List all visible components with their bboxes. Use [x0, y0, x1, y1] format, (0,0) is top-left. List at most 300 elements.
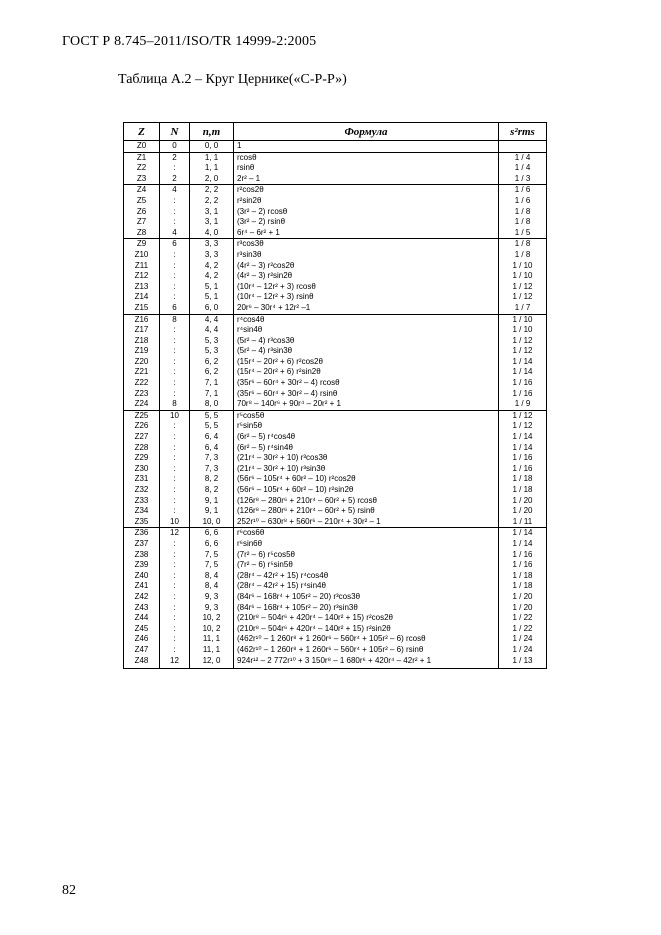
- cell-z: Z36: [124, 528, 160, 539]
- cell-z: Z10: [124, 250, 160, 261]
- cell-nm: 6, 4: [190, 443, 234, 454]
- table-row: [124, 485, 547, 496]
- cell-n: :: [160, 196, 190, 207]
- cell-n: 0: [160, 141, 190, 153]
- cell-srms: 1 / 14: [499, 539, 547, 550]
- table-row: [124, 421, 547, 432]
- cell-z: Z35: [124, 517, 160, 528]
- cell-formula: (3r² – 2) rcosθ: [234, 207, 499, 218]
- cell-nm: 7, 5: [190, 560, 234, 571]
- table-row: [124, 528, 547, 539]
- cell-formula: (4r² – 3) r²sin2θ: [234, 271, 499, 282]
- table-row: [124, 592, 547, 603]
- cell-n: 4: [160, 228, 190, 239]
- cell-n: :: [160, 325, 190, 336]
- cell-z: Z17: [124, 325, 160, 336]
- cell-nm: 8, 0: [190, 399, 234, 410]
- cell-formula: r⁴cos4θ: [234, 314, 499, 325]
- cell-z: Z46: [124, 634, 160, 645]
- cell-n: :: [160, 421, 190, 432]
- cell-srms: 1 / 12: [499, 282, 547, 293]
- cell-srms: 1 / 12: [499, 421, 547, 432]
- cell-formula: r⁶sin6θ: [234, 539, 499, 550]
- cell-n: :: [160, 336, 190, 347]
- cell-n: :: [160, 207, 190, 218]
- cell-formula: r⁶cos6θ: [234, 528, 499, 539]
- cell-n: :: [160, 217, 190, 228]
- cell-z: Z32: [124, 485, 160, 496]
- cell-n: :: [160, 474, 190, 485]
- cell-n: :: [160, 261, 190, 272]
- cell-srms: 1 / 18: [499, 474, 547, 485]
- cell-z: Z15: [124, 303, 160, 314]
- table-row: [124, 196, 547, 207]
- cell-nm: 10, 2: [190, 624, 234, 635]
- cell-srms: 1 / 22: [499, 624, 547, 635]
- cell-formula: 1: [234, 141, 499, 153]
- cell-srms: 1 / 14: [499, 357, 547, 368]
- cell-z: Z12: [124, 271, 160, 282]
- table-row: [124, 217, 547, 228]
- cell-formula: r³sin3θ: [234, 250, 499, 261]
- cell-formula: (15r⁴ – 20r² + 6) r²cos2θ: [234, 357, 499, 368]
- cell-n: :: [160, 571, 190, 582]
- cell-z: Z43: [124, 603, 160, 614]
- cell-nm: 9, 3: [190, 603, 234, 614]
- cell-formula: r²cos2θ: [234, 185, 499, 196]
- cell-n: :: [160, 506, 190, 517]
- cell-formula: (210r⁸ – 504r⁶ + 420r⁴ – 140r² + 15) r²sin2θ: [234, 624, 499, 635]
- table-row: [124, 613, 547, 624]
- cell-n: :: [160, 271, 190, 282]
- cell-n: 6: [160, 239, 190, 250]
- cell-nm: 6, 6: [190, 539, 234, 550]
- cell-z: Z40: [124, 571, 160, 582]
- cell-n: :: [160, 282, 190, 293]
- table-row: [124, 656, 547, 669]
- cell-srms: 1 / 12: [499, 346, 547, 357]
- column-header-nm: n,m: [190, 123, 234, 141]
- cell-n: :: [160, 163, 190, 174]
- cell-nm: 10, 2: [190, 613, 234, 624]
- cell-z: Z13: [124, 282, 160, 293]
- cell-srms: 1 / 7: [499, 303, 547, 314]
- table-row: [124, 443, 547, 454]
- cell-nm: 6, 4: [190, 432, 234, 443]
- cell-formula: r⁵cos5θ: [234, 410, 499, 421]
- cell-z: Z39: [124, 560, 160, 571]
- table-row: [124, 645, 547, 656]
- cell-z: Z18: [124, 336, 160, 347]
- cell-formula: (210r⁸ – 504r⁶ + 420r⁴ – 140r² + 15) r²cos2θ: [234, 613, 499, 624]
- cell-srms: 1 / 24: [499, 634, 547, 645]
- table-row: [124, 163, 547, 174]
- cell-formula: 924r¹² – 2 772r¹⁰ + 3 150r⁸ – 1 680r⁶ + 420r⁴ – 42r² + 1: [234, 656, 499, 669]
- cell-formula: (462r¹⁰ – 1 260r⁸ + 1 260r⁶ – 560r⁴ + 105r² – 6) rsinθ: [234, 645, 499, 656]
- cell-z: Z0: [124, 141, 160, 153]
- cell-z: Z25: [124, 410, 160, 421]
- table-body: [124, 141, 547, 669]
- cell-srms: 1 / 18: [499, 581, 547, 592]
- cell-formula: (4r² – 3) r²cos2θ: [234, 261, 499, 272]
- cell-formula: (7r² – 6) r⁵sin5θ: [234, 560, 499, 571]
- cell-formula: (21r⁴ – 30r² + 10) r³cos3θ: [234, 453, 499, 464]
- cell-n: :: [160, 496, 190, 507]
- cell-srms: 1 / 18: [499, 485, 547, 496]
- table-row: [124, 261, 547, 272]
- cell-formula: 6r⁴ – 6r² + 1: [234, 228, 499, 239]
- table-row: [124, 185, 547, 196]
- cell-formula: (5r² – 4) r³sin3θ: [234, 346, 499, 357]
- table-row: [124, 560, 547, 571]
- cell-z: Z44: [124, 613, 160, 624]
- cell-nm: 5, 1: [190, 282, 234, 293]
- cell-nm: 11, 1: [190, 634, 234, 645]
- cell-z: Z5: [124, 196, 160, 207]
- cell-nm: 8, 2: [190, 485, 234, 496]
- page-number: 82: [62, 883, 76, 898]
- cell-formula: rcosθ: [234, 152, 499, 163]
- cell-formula: (10r⁴ – 12r² + 3) rsinθ: [234, 292, 499, 303]
- table-row: [124, 453, 547, 464]
- table-header-row: [124, 123, 547, 141]
- table-row: [124, 325, 547, 336]
- cell-srms: 1 / 6: [499, 196, 547, 207]
- cell-srms: 1 / 20: [499, 603, 547, 614]
- cell-srms: 1 / 5: [499, 228, 547, 239]
- cell-z: Z8: [124, 228, 160, 239]
- cell-z: Z7: [124, 217, 160, 228]
- cell-n: :: [160, 292, 190, 303]
- cell-nm: 10, 0: [190, 517, 234, 528]
- cell-formula: 252r¹⁰ – 630r⁸ + 560r⁶ – 210r⁴ + 30r² – 1: [234, 517, 499, 528]
- cell-srms: 1 / 16: [499, 560, 547, 571]
- cell-z: Z3: [124, 174, 160, 185]
- cell-srms: [499, 141, 547, 153]
- cell-formula: 20r⁶ – 30r⁴ + 12r² –1: [234, 303, 499, 314]
- cell-nm: 7, 5: [190, 550, 234, 561]
- table-row: [124, 250, 547, 261]
- table-row: [124, 346, 547, 357]
- table-row: [124, 571, 547, 582]
- cell-z: Z45: [124, 624, 160, 635]
- cell-formula: 2r² – 1: [234, 174, 499, 185]
- cell-n: 12: [160, 656, 190, 669]
- table-row: [124, 292, 547, 303]
- cell-formula: (28r⁴ – 42r² + 15) r⁴cos4θ: [234, 571, 499, 582]
- cell-srms: 1 / 14: [499, 528, 547, 539]
- cell-z: Z16: [124, 314, 160, 325]
- cell-nm: 5, 5: [190, 421, 234, 432]
- cell-z: Z48: [124, 656, 160, 669]
- cell-n: :: [160, 453, 190, 464]
- cell-formula: (21r⁴ – 30r² + 10) r³sin3θ: [234, 464, 499, 475]
- cell-nm: 8, 4: [190, 571, 234, 582]
- cell-srms: 1 / 18: [499, 571, 547, 582]
- cell-nm: 5, 5: [190, 410, 234, 421]
- cell-n: :: [160, 645, 190, 656]
- cell-srms: 1 / 13: [499, 656, 547, 669]
- cell-nm: 7, 1: [190, 378, 234, 389]
- table-caption: Таблица А.2 – Круг Цернике(«С-Р-Р»): [118, 72, 347, 87]
- cell-nm: 6, 2: [190, 367, 234, 378]
- cell-z: Z14: [124, 292, 160, 303]
- cell-z: Z38: [124, 550, 160, 561]
- cell-srms: 1 / 16: [499, 550, 547, 561]
- cell-n: :: [160, 378, 190, 389]
- cell-nm: 1, 1: [190, 152, 234, 163]
- table-row: [124, 550, 547, 561]
- cell-n: :: [160, 581, 190, 592]
- table-row: [124, 207, 547, 218]
- cell-nm: 8, 4: [190, 581, 234, 592]
- zernike-table: [123, 122, 547, 669]
- cell-n: 12: [160, 528, 190, 539]
- cell-n: :: [160, 634, 190, 645]
- cell-nm: 7, 3: [190, 464, 234, 475]
- cell-srms: 1 / 20: [499, 506, 547, 517]
- cell-n: :: [160, 367, 190, 378]
- cell-formula: (28r⁴ – 42r² + 15) r⁴sin4θ: [234, 581, 499, 592]
- table-row: [124, 336, 547, 347]
- cell-srms: 1 / 10: [499, 314, 547, 325]
- cell-n: :: [160, 624, 190, 635]
- table-row: [124, 539, 547, 550]
- cell-n: :: [160, 389, 190, 400]
- table-row: [124, 228, 547, 239]
- cell-z: Z9: [124, 239, 160, 250]
- cell-formula: (56r⁶ – 105r⁴ + 60r² – 10) r²cos2θ: [234, 474, 499, 485]
- table-row: [124, 432, 547, 443]
- cell-formula: (84r⁶ – 168r⁴ + 105r² – 20) r³sin3θ: [234, 603, 499, 614]
- cell-nm: 7, 3: [190, 453, 234, 464]
- cell-srms: 1 / 10: [499, 325, 547, 336]
- cell-srms: 1 / 11: [499, 517, 547, 528]
- table-row: [124, 624, 547, 635]
- table-row: [124, 399, 547, 410]
- cell-n: :: [160, 346, 190, 357]
- cell-formula: (3r² – 2) rsinθ: [234, 217, 499, 228]
- cell-n: 4: [160, 185, 190, 196]
- cell-z: Z29: [124, 453, 160, 464]
- table-row: [124, 378, 547, 389]
- cell-nm: 4, 0: [190, 228, 234, 239]
- cell-nm: 3, 1: [190, 217, 234, 228]
- cell-srms: 1 / 10: [499, 261, 547, 272]
- cell-z: Z26: [124, 421, 160, 432]
- table-row: [124, 389, 547, 400]
- cell-n: :: [160, 560, 190, 571]
- cell-formula: r⁴sin4θ: [234, 325, 499, 336]
- cell-n: :: [160, 539, 190, 550]
- table-row: [124, 367, 547, 378]
- cell-srms: 1 / 16: [499, 453, 547, 464]
- cell-n: :: [160, 464, 190, 475]
- cell-n: :: [160, 592, 190, 603]
- cell-nm: 9, 3: [190, 592, 234, 603]
- table-row: [124, 174, 547, 185]
- table-row: [124, 314, 547, 325]
- cell-nm: 6, 2: [190, 357, 234, 368]
- cell-z: Z6: [124, 207, 160, 218]
- cell-formula: (5r² – 4) r³cos3θ: [234, 336, 499, 347]
- cell-n: :: [160, 485, 190, 496]
- table-row: [124, 506, 547, 517]
- cell-n: 2: [160, 174, 190, 185]
- cell-z: Z41: [124, 581, 160, 592]
- table-row: [124, 239, 547, 250]
- cell-srms: 1 / 12: [499, 292, 547, 303]
- cell-srms: 1 / 8: [499, 207, 547, 218]
- cell-nm: 3, 3: [190, 250, 234, 261]
- cell-z: Z27: [124, 432, 160, 443]
- cell-nm: 1, 1: [190, 163, 234, 174]
- cell-srms: 1 / 14: [499, 443, 547, 454]
- cell-srms: 1 / 9: [499, 399, 547, 410]
- cell-z: Z42: [124, 592, 160, 603]
- cell-formula: (10r⁴ – 12r² + 3) rcosθ: [234, 282, 499, 293]
- cell-z: Z4: [124, 185, 160, 196]
- cell-n: :: [160, 443, 190, 454]
- cell-z: Z24: [124, 399, 160, 410]
- cell-formula: (35r⁶ – 60r⁴ + 30r² – 4) rsinθ: [234, 389, 499, 400]
- cell-srms: 1 / 12: [499, 336, 547, 347]
- cell-srms: 1 / 10: [499, 271, 547, 282]
- cell-nm: 4, 4: [190, 314, 234, 325]
- cell-formula: r⁵sin5θ: [234, 421, 499, 432]
- cell-n: :: [160, 550, 190, 561]
- cell-formula: (126r⁸ – 280r⁶ + 210r⁴ – 60r² + 5) rsinθ: [234, 506, 499, 517]
- cell-z: Z19: [124, 346, 160, 357]
- cell-formula: (7r² – 6) r⁵cos5θ: [234, 550, 499, 561]
- cell-n: 6: [160, 303, 190, 314]
- cell-nm: 4, 4: [190, 325, 234, 336]
- cell-nm: 6, 0: [190, 303, 234, 314]
- cell-nm: 5, 1: [190, 292, 234, 303]
- cell-nm: 4, 2: [190, 271, 234, 282]
- table-row: [124, 271, 547, 282]
- cell-z: Z30: [124, 464, 160, 475]
- cell-nm: 7, 1: [190, 389, 234, 400]
- cell-srms: 1 / 14: [499, 367, 547, 378]
- cell-formula: (84r⁶ – 168r⁴ + 105r² – 20) r³cos3θ: [234, 592, 499, 603]
- table-row: [124, 357, 547, 368]
- cell-n: 8: [160, 314, 190, 325]
- cell-formula: r²sin2θ: [234, 196, 499, 207]
- column-header-srms: s²rms: [499, 123, 547, 141]
- table-row: [124, 496, 547, 507]
- cell-z: Z11: [124, 261, 160, 272]
- cell-srms: 1 / 16: [499, 464, 547, 475]
- cell-nm: 2, 2: [190, 196, 234, 207]
- cell-z: Z23: [124, 389, 160, 400]
- cell-nm: 6, 6: [190, 528, 234, 539]
- cell-srms: 1 / 20: [499, 592, 547, 603]
- cell-formula: 70r⁸ – 140r⁶ + 90r⁴ – 20r² + 1: [234, 399, 499, 410]
- cell-nm: 8, 2: [190, 474, 234, 485]
- cell-srms: 1 / 8: [499, 239, 547, 250]
- cell-srms: 1 / 8: [499, 250, 547, 261]
- cell-nm: 3, 3: [190, 239, 234, 250]
- cell-srms: 1 / 6: [499, 185, 547, 196]
- table-row: [124, 603, 547, 614]
- cell-z: Z22: [124, 378, 160, 389]
- cell-nm: 2, 2: [190, 185, 234, 196]
- cell-n: :: [160, 613, 190, 624]
- cell-z: Z20: [124, 357, 160, 368]
- table-row: [124, 141, 547, 153]
- table-row: [124, 282, 547, 293]
- cell-n: :: [160, 432, 190, 443]
- cell-srms: 1 / 20: [499, 496, 547, 507]
- cell-n: :: [160, 603, 190, 614]
- cell-nm: 5, 3: [190, 346, 234, 357]
- cell-z: Z21: [124, 367, 160, 378]
- table-row: [124, 303, 547, 314]
- cell-nm: 9, 1: [190, 506, 234, 517]
- cell-n: :: [160, 357, 190, 368]
- table-row: [124, 464, 547, 475]
- cell-srms: 1 / 24: [499, 645, 547, 656]
- cell-srms: 1 / 16: [499, 389, 547, 400]
- cell-nm: 9, 1: [190, 496, 234, 507]
- cell-formula: (6r² – 5) r⁴cos4θ: [234, 432, 499, 443]
- cell-z: Z37: [124, 539, 160, 550]
- cell-nm: 2, 0: [190, 174, 234, 185]
- table-row: [124, 474, 547, 485]
- cell-n: 8: [160, 399, 190, 410]
- cell-z: Z34: [124, 506, 160, 517]
- cell-nm: 5, 3: [190, 336, 234, 347]
- table-row: [124, 152, 547, 163]
- cell-nm: 11, 1: [190, 645, 234, 656]
- cell-n: 10: [160, 517, 190, 528]
- cell-srms: 1 / 3: [499, 174, 547, 185]
- table-row: [124, 581, 547, 592]
- cell-formula: (126r⁸ – 280r⁶ + 210r⁴ – 60r² + 5) rcosθ: [234, 496, 499, 507]
- cell-nm: 12, 0: [190, 656, 234, 669]
- table-row: [124, 410, 547, 421]
- column-header-z: Z: [124, 123, 160, 141]
- cell-formula: r³cos3θ: [234, 239, 499, 250]
- table-row: [124, 517, 547, 528]
- table-row: [124, 634, 547, 645]
- cell-nm: 3, 1: [190, 207, 234, 218]
- cell-formula: (35r⁶ – 60r⁴ + 30r² – 4) rcosθ: [234, 378, 499, 389]
- cell-nm: 0, 0: [190, 141, 234, 153]
- cell-z: Z2: [124, 163, 160, 174]
- cell-n: 2: [160, 152, 190, 163]
- column-header-n: N: [160, 123, 190, 141]
- document-header: ГОСТ Р 8.745–2011/ISO/TR 14999-2:2005: [62, 34, 317, 49]
- cell-z: Z1: [124, 152, 160, 163]
- cell-formula: (6r² – 5) r⁴sin4θ: [234, 443, 499, 454]
- cell-srms: 1 / 22: [499, 613, 547, 624]
- column-header-formula: Формула: [234, 123, 499, 141]
- cell-srms: 1 / 4: [499, 163, 547, 174]
- cell-srms: 1 / 16: [499, 378, 547, 389]
- cell-n: 10: [160, 410, 190, 421]
- cell-srms: 1 / 4: [499, 152, 547, 163]
- cell-srms: 1 / 8: [499, 217, 547, 228]
- cell-formula: rsinθ: [234, 163, 499, 174]
- cell-n: :: [160, 250, 190, 261]
- cell-z: Z47: [124, 645, 160, 656]
- cell-srms: 1 / 14: [499, 432, 547, 443]
- cell-formula: (56r⁶ – 105r⁴ + 60r² – 10) r²sin2θ: [234, 485, 499, 496]
- cell-z: Z28: [124, 443, 160, 454]
- cell-z: Z31: [124, 474, 160, 485]
